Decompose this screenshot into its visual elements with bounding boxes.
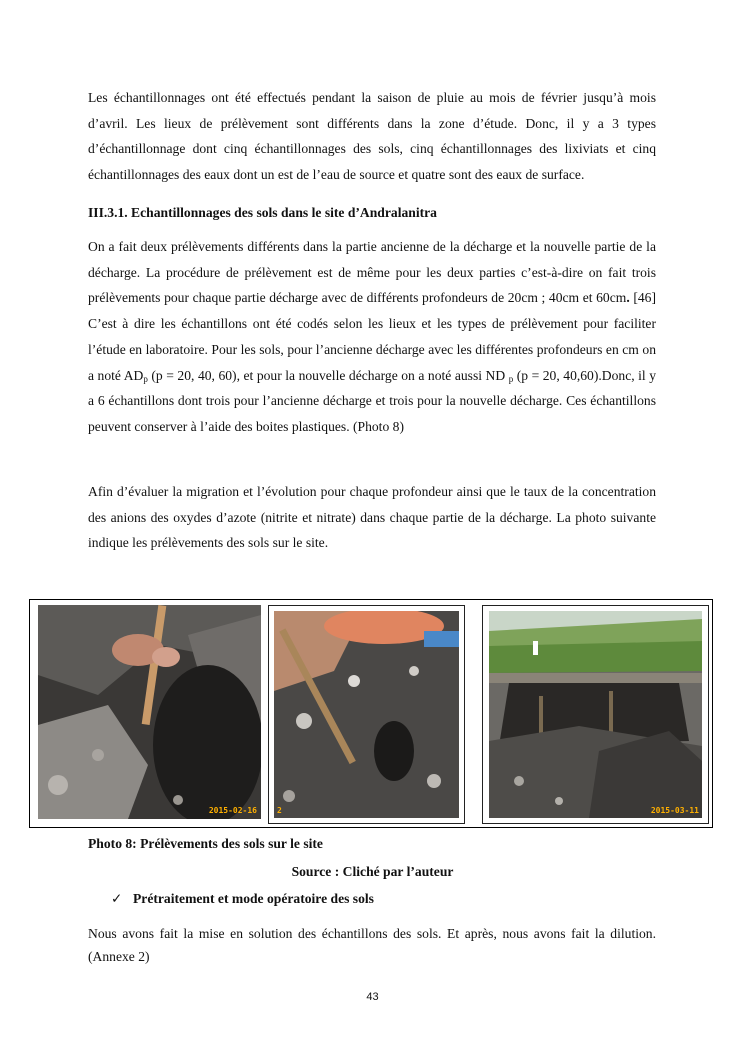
bullet-heading: [111, 891, 374, 907]
photo-figure: [29, 599, 713, 828]
figure-caption: Photo 8: Prélèvements des sols sur le site: [88, 836, 323, 851]
sampling-paragraph: On a fait deux prélèvements différents dans la partie ancienne de la décharge et la nouvelle partie de la décharge. La procédure de prélèvement est de même pour les deux parties c’est-à-dire on fait trois prélèvements pour chaque partie décharge avec de différents profondeurs de 20cm ; 40cm et 60cm. [46] C’est à dire les échantillons ont été codés selon les lieux et les types de prélèvement pour faciliter l’étude en laboratoire. Pour les sols, pour l’ancienne décharge avec les différentes profondeurs en cm on a noté $AD_p$ (p = 20, 40, 60), et pour la nouvelle décharge on a noté aussi ND $_p$ (p = 20, 40,60).Donc, il y a 6 échantillons dont trois pour l’ancienne décharge et trois pour la nouvelle décharge. Ces échantillons peuvent conserver à l’aide des boites plastiques. (Photo 8): [88, 239, 657, 434]
final-paragraph: Nous avons fait la mise en solution des échantillons des sols. Et après, nous avons fait la dilution. (Annexe 2): [88, 926, 656, 964]
photo-date-stamp: 2015-03-11: [650, 806, 699, 815]
purpose-paragraph: Afin d’évaluer la migration et l’évolution pour chaque profondeur ainsi que le taux de la concentration des anions des oxydes d’azote (nitrite et nitrate) dans chaque partie de la décharge. La photo suivante indique les prélèvements des sols sur le site.: [88, 484, 656, 551]
bullet-heading-label: Prétraitement et mode opératoire des sols: [133, 891, 374, 906]
photo-date-stamp: 2: [277, 806, 282, 815]
intro-paragraph: Les échantillonnages ont été effectués pendant la saison de pluie au mois de février jusqu’à mois d’avril. Les lieux de prélèvement sont différents dans la zone d’étude. Donc, il y a 3 types d’échantillonnage dont cinq échantillonnages des sols, cinq échantillonnages des lixiviats et cinq échantillonnages des eaux dont un est de l’eau de source et quatre sont des eaux de surface.: [88, 90, 656, 183]
photo-date-stamp: 2015-02-16: [208, 806, 257, 815]
photo-landfill-site: [489, 611, 702, 818]
page-number: 43: [366, 991, 379, 1003]
photo-soil-sampling-2: [274, 611, 459, 818]
checkmark-icon: ✓: [111, 891, 123, 906]
section-heading: III.3.1. Echantillonnages des sols dans le site d’Andralanitra: [88, 205, 437, 220]
photo-soil-sampling-1: [38, 605, 261, 819]
figure-source: Source : Cliché par l’auteur: [291, 864, 454, 879]
